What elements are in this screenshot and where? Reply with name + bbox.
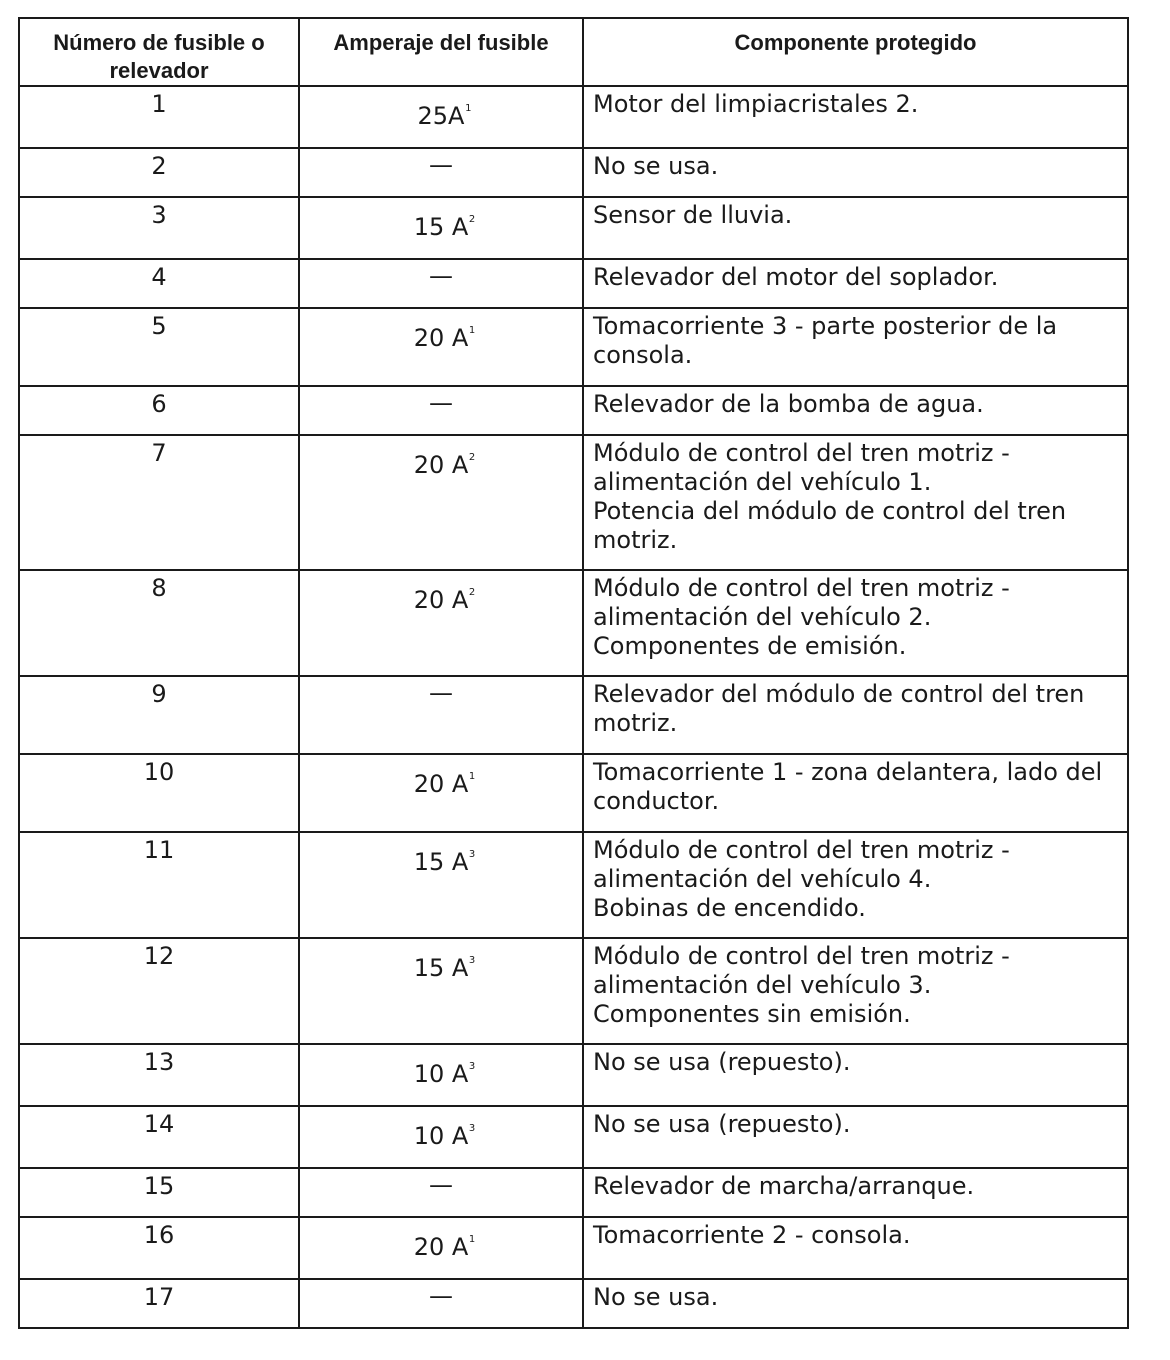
table-row <box>19 86 1128 148</box>
fuse-number-cell: 12 <box>19 938 299 1044</box>
amperage-cell <box>299 148 583 197</box>
footnote-marker: 2 <box>468 587 476 598</box>
amperage-cell <box>299 308 583 386</box>
header-component: Componente protegido <box>583 18 1128 86</box>
fuse-number-cell: 9 <box>19 676 299 754</box>
amperage-text: 20 A <box>413 1233 469 1261</box>
amperage-value <box>413 324 476 353</box>
footnote-marker: 3 <box>468 849 476 860</box>
amperage-value <box>429 389 453 418</box>
amperage-cell <box>299 754 583 832</box>
table-row <box>19 1279 1128 1328</box>
fuse-number-cell: 6 <box>19 386 299 435</box>
amperage-value <box>413 213 476 242</box>
amperage-text: 20 A <box>413 324 469 352</box>
fuse-number-cell: 4 <box>19 259 299 308</box>
amperage-cell <box>299 1106 583 1168</box>
amperage-cell <box>299 570 583 676</box>
fuse-number-cell: 5 <box>19 308 299 386</box>
amperage-value <box>413 848 476 877</box>
protected-component-cell: Sensor de lluvia. <box>583 197 1128 259</box>
amperage-text: — <box>429 1171 453 1199</box>
header-row <box>19 18 1128 86</box>
footnote-marker: 3 <box>468 1061 476 1072</box>
amperage-value <box>413 770 476 799</box>
amperage-text: 15 A <box>413 213 469 241</box>
amperage-cell <box>299 676 583 754</box>
amperage-text: 15 A <box>413 848 469 876</box>
fuse-number-cell: 13 <box>19 1044 299 1106</box>
amperage-text: — <box>429 151 453 179</box>
footnote-marker: 3 <box>468 1123 476 1134</box>
table-row <box>19 1217 1128 1279</box>
amperage-value <box>413 954 476 983</box>
protected-component-cell: Módulo de control del tren motriz - alimentación del vehículo 1. Potencia del módulo de control del tren motriz. <box>583 435 1128 570</box>
protected-component-cell: Tomacorriente 2 - consola. <box>583 1217 1128 1279</box>
protected-component-cell: Relevador del módulo de control del tren motriz. <box>583 676 1128 754</box>
amperage-value <box>429 262 453 291</box>
table-row <box>19 1044 1128 1106</box>
amperage-cell <box>299 197 583 259</box>
table-row <box>19 148 1128 197</box>
amperage-value <box>413 451 476 480</box>
protected-component-cell: No se usa. <box>583 148 1128 197</box>
amperage-cell <box>299 1217 583 1279</box>
protected-component-cell: Módulo de control del tren motriz - alimentación del vehículo 4. Bobinas de encendido. <box>583 832 1128 938</box>
amperage-value <box>413 1060 476 1089</box>
table-row <box>19 754 1128 832</box>
table-row <box>19 832 1128 938</box>
table-row <box>19 1168 1128 1217</box>
amperage-cell <box>299 1168 583 1217</box>
fuse-number-cell: 2 <box>19 148 299 197</box>
fuse-number-cell: 7 <box>19 435 299 570</box>
protected-component-cell: Módulo de control del tren motriz - alimentación del vehículo 2. Componentes de emisión. <box>583 570 1128 676</box>
footnote-marker: 2 <box>468 214 476 225</box>
protected-component-cell: Relevador de la bomba de agua. <box>583 386 1128 435</box>
table-row <box>19 197 1128 259</box>
amperage-value <box>429 1171 453 1200</box>
footnote-marker: 2 <box>468 452 476 463</box>
header-amperage: Amperaje del fusible <box>299 18 583 86</box>
fuse-number-cell: 11 <box>19 832 299 938</box>
amperage-text: 20 A <box>413 586 469 614</box>
header-fuse-number: Número de fusible o relevador <box>19 18 299 86</box>
amperage-cell <box>299 435 583 570</box>
protected-component-cell: No se usa (repuesto). <box>583 1106 1128 1168</box>
amperage-text: 15 A <box>413 954 469 982</box>
amperage-text: — <box>429 679 453 707</box>
table-row <box>19 1106 1128 1168</box>
amperage-cell <box>299 86 583 148</box>
protected-component-cell: Tomacorriente 1 - zona delantera, lado del conductor. <box>583 754 1128 832</box>
table-row <box>19 570 1128 676</box>
amperage-text: — <box>429 389 453 417</box>
fuse-number-cell: 10 <box>19 754 299 832</box>
fuse-number-cell: 3 <box>19 197 299 259</box>
protected-component-cell: Relevador de marcha/arranque. <box>583 1168 1128 1217</box>
footnote-marker: 1 <box>465 103 472 114</box>
amperage-cell <box>299 938 583 1044</box>
protected-component-cell: No se usa. <box>583 1279 1128 1328</box>
amperage-text: 10 A <box>413 1060 469 1088</box>
amperage-value <box>429 151 453 180</box>
amperage-cell <box>299 1279 583 1328</box>
protected-component-cell: Módulo de control del tren motriz - alimentación del vehículo 3. Componentes sin emisión. <box>583 938 1128 1044</box>
table-row <box>19 308 1128 386</box>
amperage-value <box>417 102 472 131</box>
amperage-text: 20 A <box>413 451 469 479</box>
amperage-value <box>429 679 453 708</box>
fuse-number-cell: 16 <box>19 1217 299 1279</box>
protected-component-cell: Motor del limpiacristales 2. <box>583 86 1128 148</box>
footnote-marker: 1 <box>468 1234 476 1245</box>
amperage-cell <box>299 1044 583 1106</box>
footnote-marker: 3 <box>468 955 476 966</box>
protected-component-cell: Tomacorriente 3 - parte posterior de la consola. <box>583 308 1128 386</box>
protected-component-cell: Relevador del motor del soplador. <box>583 259 1128 308</box>
table-row <box>19 259 1128 308</box>
amperage-value <box>413 586 476 615</box>
table-row <box>19 938 1128 1044</box>
amperage-cell <box>299 832 583 938</box>
amperage-text: — <box>429 262 453 290</box>
table-row <box>19 435 1128 570</box>
fuse-number-cell: 14 <box>19 1106 299 1168</box>
amperage-text: 20 A <box>413 770 469 798</box>
table-row <box>19 386 1128 435</box>
amperage-value <box>413 1233 476 1262</box>
fuse-number-cell: 1 <box>19 86 299 148</box>
fuse-number-cell: 8 <box>19 570 299 676</box>
footnote-marker: 1 <box>468 325 476 336</box>
amperage-text: 10 A <box>413 1122 469 1150</box>
amperage-value <box>429 1282 453 1311</box>
fuse-number-cell: 17 <box>19 1279 299 1328</box>
amperage-text: — <box>429 1282 453 1310</box>
amperage-text: 25A <box>417 102 465 130</box>
amperage-cell <box>299 259 583 308</box>
footnote-marker: 1 <box>468 771 476 782</box>
fuse-table <box>18 17 1129 1329</box>
amperage-value <box>413 1122 476 1151</box>
fuse-number-cell: 15 <box>19 1168 299 1217</box>
amperage-cell <box>299 386 583 435</box>
protected-component-cell: No se usa (repuesto). <box>583 1044 1128 1106</box>
table-row <box>19 676 1128 754</box>
